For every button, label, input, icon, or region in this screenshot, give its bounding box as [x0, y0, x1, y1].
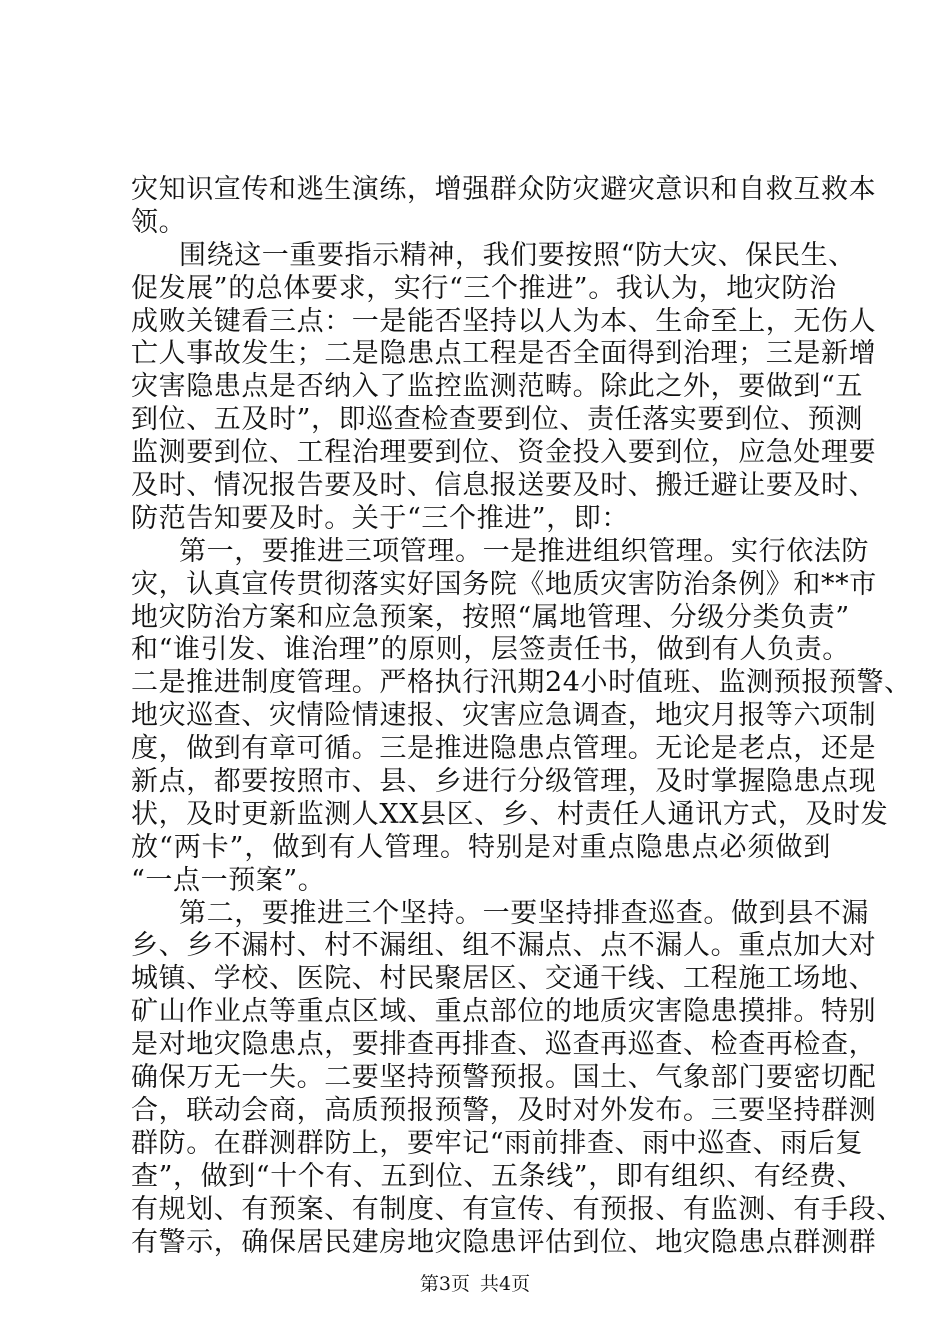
text-line: 是对地灾隐患点，要排查再排查、巡查再巡查、检查再检查， — [131, 1029, 877, 1061]
text-line: 亡人事故发生；二是隐患点工程是否全面得到治理；三是新增 — [131, 338, 877, 370]
text-line: 放“两卡”，做到有人管理。特别是对重点隐患点必须做到 — [131, 831, 831, 863]
text-line: 乡、乡不漏村、村不漏组、组不漏点、点不漏人。重点加大对 — [131, 930, 877, 962]
page-number: 第3页 — [419, 1273, 470, 1295]
text-line: 有警示，确保居民建房地灾隐患评估到位、地灾隐患点群测群 — [131, 1226, 877, 1258]
text-line: 地灾巡查、灾情险情速报、灾害应急调查，地灾月报等六项制 — [131, 700, 877, 732]
text-line: 城镇、学校、医院、村民聚居区、交通干线、工程施工场地、 — [131, 963, 877, 995]
text-line: “一点一预案”。 — [131, 864, 326, 896]
text-line: 成败关键看三点：一是能否坚持以人为本、生命至上，无伤人 — [131, 305, 877, 337]
text-line: 监测要到位、工程治理要到位、资金投入要到位，应急处理要 — [131, 437, 877, 469]
text-line: 群防。在群测群防上，要牢记“雨前排查、雨中巡查、雨后复 — [131, 1127, 864, 1159]
page-footer — [0, 1273, 950, 1295]
text-line: 围绕这一重要指示精神，我们要按照“防大灾、保民生、 — [179, 239, 856, 271]
text-line: 有规划、有预案、有制度、有宣传、有预报、有监测、有手段、 — [131, 1193, 904, 1225]
text-line: 查”，做到“十个有、五到位、五条线”，即有组织、有经费、 — [131, 1160, 865, 1192]
text-line: 灾，认真宣传贯彻落实好国务院《地质灾害防治条例》和**市 — [131, 568, 877, 600]
text-line: 到位、五及时”，即巡查检查要到位、责任落实要到位、预测 — [131, 404, 864, 436]
text-line: 第一，要推进三项管理。一是推进组织管理。实行依法防 — [179, 535, 869, 567]
text-line: 度，做到有章可循。三是推进隐患点管理。无论是老点，还是 — [131, 733, 877, 765]
text-line: 灾害隐患点是否纳入了监控监测范畴。除此之外，要做到“五 — [131, 371, 864, 403]
text-line: 和“谁引发、谁治理”的原则，层签责任书，做到有人负责。 — [131, 634, 850, 666]
text-line: 促发展”的总体要求，实行“三个推进”。我认为，地灾防治 — [131, 272, 837, 304]
text-line: 及时、情况报告要及时、信息报送要及时、搬迁避让要及时、 — [131, 470, 877, 502]
document-body — [131, 174, 912, 1259]
text-line: 领。 — [131, 206, 187, 238]
text-line: 矿山作业点等重点区域、重点部位的地质灾害隐患摸排。特别 — [131, 996, 877, 1028]
page-total: 共4页 — [480, 1273, 531, 1295]
text-line: 合，联动会商，高质预报预警，及时对外发布。三要坚持群测 — [131, 1094, 877, 1126]
text-line: 新点，都要按照市、县、乡进行分级管理，及时掌握隐患点现 — [131, 766, 877, 798]
text-line: 第二，要推进三个坚持。一要坚持排查巡查。做到县不漏 — [179, 897, 869, 929]
text-line: 防范告知要及时。关于“三个推进”，即： — [131, 502, 630, 534]
text-line: 状，及时更新监测人XX县区、乡、村责任人通讯方式，及时发 — [131, 798, 889, 830]
text-line: 二是推进制度管理。严格执行汛期24小时值班、监测预报预警、 — [131, 667, 912, 699]
text-line: 地灾防治方案和应急预案，按照“属地管理、分级分类负责” — [131, 601, 850, 633]
text-line: 确保万无一失。二要坚持预警预报。国土、气象部门要密切配 — [131, 1062, 877, 1094]
text-line: 灾知识宣传和逃生演练，增强群众防灾避灾意识和自救互救本 — [131, 174, 877, 205]
